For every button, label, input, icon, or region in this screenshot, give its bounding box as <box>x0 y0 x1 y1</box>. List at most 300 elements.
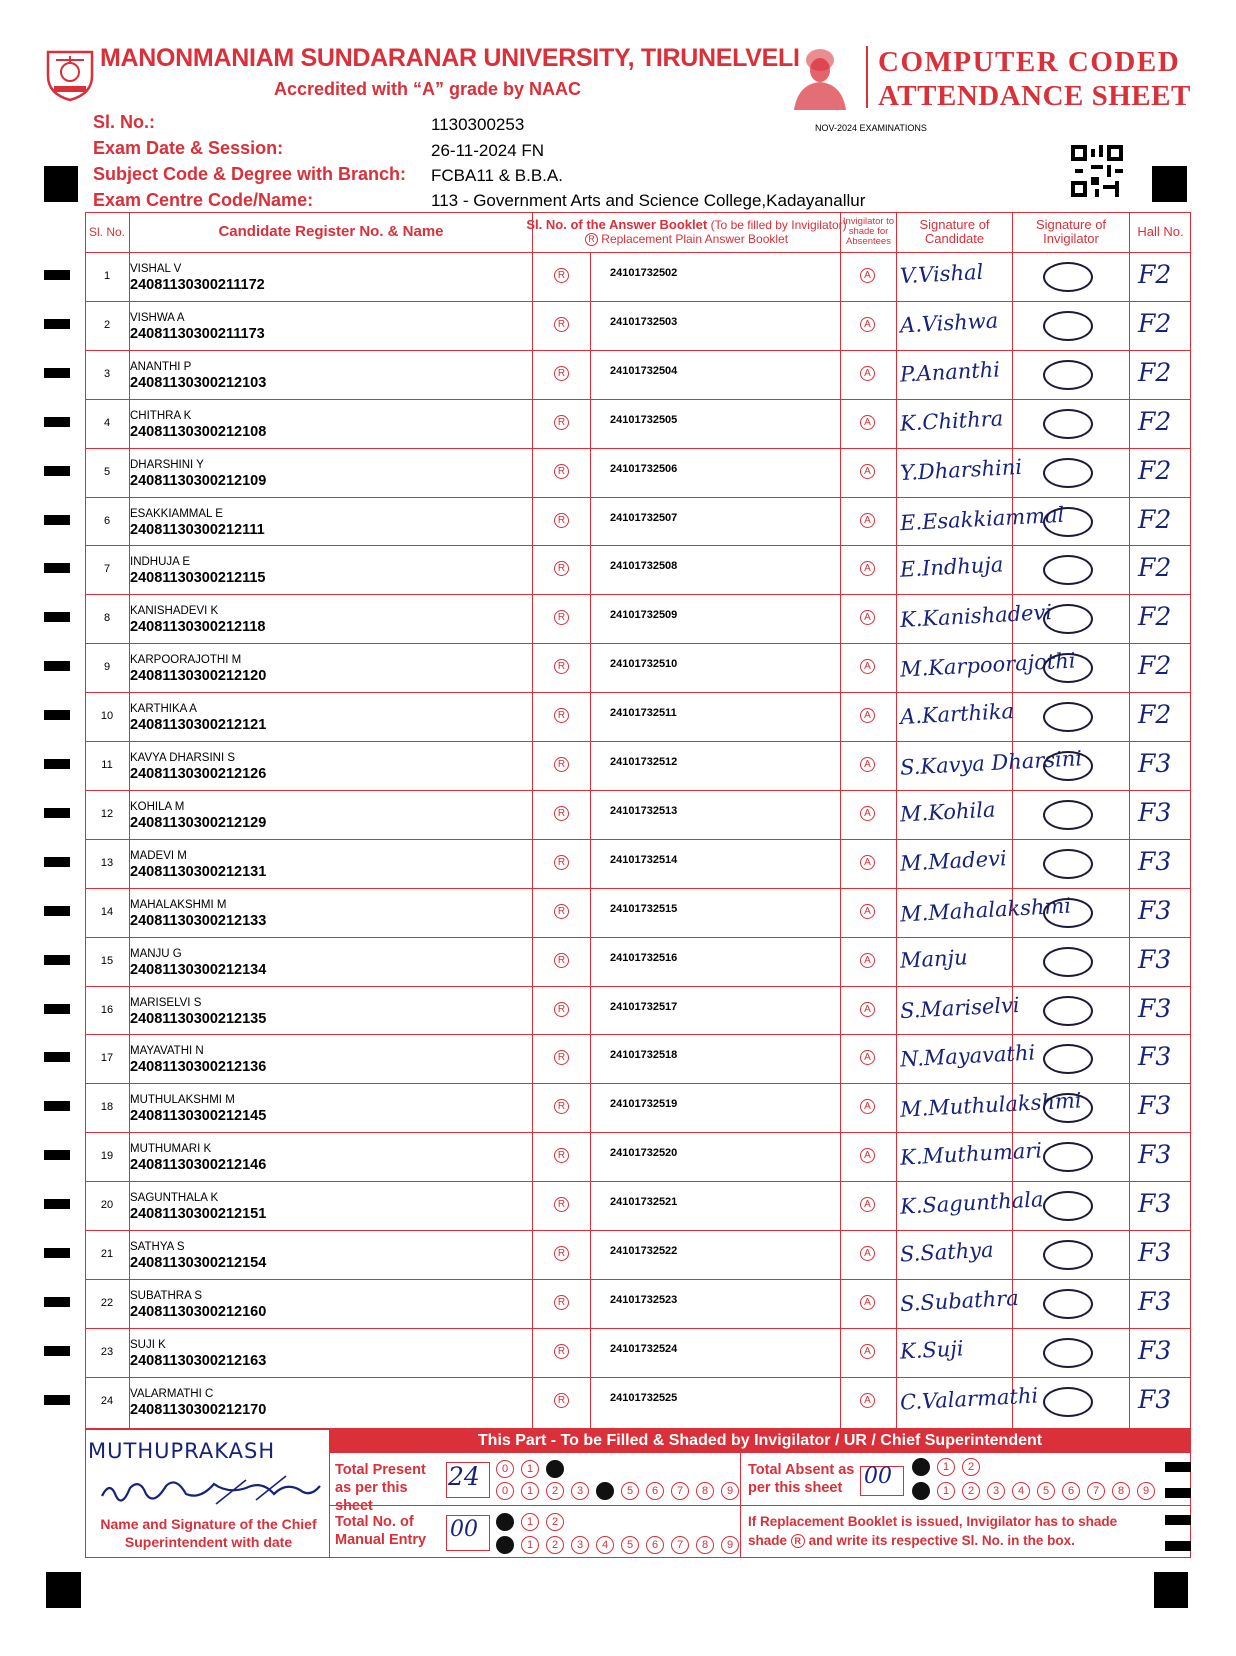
candidate-signature: S.Kavya Dharsini <box>899 746 1083 780</box>
bubble-units-7[interactable]: 7 <box>671 1482 689 1500</box>
absent-bubble[interactable]: A <box>860 610 875 625</box>
hall-number: F3 <box>1138 1091 1172 1121</box>
bubble-units-1[interactable]: 1 <box>521 1536 539 1554</box>
bubble-units-1[interactable]: 1 <box>937 1482 955 1500</box>
candidate-name: SAGUNTHALA K <box>130 1192 219 1205</box>
register-number: 24081130300211172 <box>130 277 265 293</box>
invigilator-signature-icon <box>1043 409 1093 439</box>
col-divider <box>896 212 897 1429</box>
candidate-name: MUTHULAKSHMI M <box>130 1094 235 1107</box>
booklet-number: 24101732516 <box>610 951 678 964</box>
booklet-number: 24101732505 <box>610 413 678 426</box>
row-sl-no: 24 <box>100 1394 114 1407</box>
examination-label: NOV-2024 EXAMINATIONS <box>815 123 927 133</box>
absent-bubble[interactable]: A <box>860 317 875 332</box>
hall-number: F2 <box>1138 700 1172 730</box>
booklet-number: 24101732510 <box>610 658 678 671</box>
register-number: 24081130300212154 <box>130 1255 267 1271</box>
invigilator-signature-icon <box>1043 1289 1093 1319</box>
booklet-number: 24101732525 <box>610 1391 678 1404</box>
bubble-units-0[interactable]: 0 <box>496 1536 514 1554</box>
r-symbol-icon: R <box>791 1534 805 1548</box>
candidate-signature: E.Indhuja <box>899 552 1004 583</box>
absent-bubble[interactable]: A <box>860 806 875 821</box>
row-sl-no: 17 <box>100 1052 114 1065</box>
hall-number: F2 <box>1138 651 1172 681</box>
exam-date-value: 26-11-2024 FN <box>431 141 545 160</box>
booklet-number: 24101732512 <box>610 756 678 768</box>
bubble-tens-2[interactable]: 2 <box>546 1460 564 1478</box>
manual-entry-label: Total No. of Manual Entry <box>335 1514 427 1549</box>
row-rule <box>85 888 1191 889</box>
sheet-title-line2: ATTENDANCE SHEET <box>878 80 1191 112</box>
candidate-signature: M.Karpoorajothi <box>899 648 1077 682</box>
candidate-name: MANJU G <box>130 947 182 960</box>
row-rule <box>85 1230 1191 1231</box>
register-number: 24081130300211173 <box>130 325 265 342</box>
header-sig-invigilator: Signature of Invigilator <box>1035 217 1107 246</box>
row-rule <box>85 1083 1191 1084</box>
invigilator-signature-icon <box>1043 898 1093 928</box>
footer-banner: This Part - To be Filled & Shaded by Invigilator / UR / Chief Superintendent <box>329 1429 1191 1452</box>
bubble-units-8[interactable]: 8 <box>696 1536 714 1554</box>
candidate-name: MARISELVI S <box>130 996 202 1009</box>
booklet-number: 24101732518 <box>610 1049 678 1062</box>
register-number: 24081130300212151 <box>130 1206 267 1223</box>
row-rule <box>85 643 1191 644</box>
hall-number: F3 <box>1138 846 1172 876</box>
row-rule <box>85 1279 1191 1280</box>
row-sl-no: 13 <box>100 856 114 869</box>
total-absent-value: 00 <box>864 1464 892 1489</box>
bubble-tens-2[interactable]: 2 <box>962 1458 980 1476</box>
invigilator-signature-icon <box>1043 311 1093 341</box>
booklet-number: 24101732508 <box>610 560 678 573</box>
candidate-name: KOHILA M <box>130 800 185 813</box>
replacement-bubble[interactable]: R <box>554 366 569 381</box>
replacement-bubble[interactable]: R <box>554 1050 569 1065</box>
col-divider <box>532 212 533 1429</box>
candidate-name: VISHAL V <box>130 263 182 275</box>
header-sl-no: Sl. No. <box>88 224 125 239</box>
register-number: 24081130300212134 <box>130 961 267 978</box>
candidate-signature: K.Suji <box>899 1336 965 1364</box>
replacement-bubble[interactable]: R <box>554 317 569 332</box>
replacement-bubble[interactable]: R <box>554 757 569 772</box>
accreditation-text: Accredited with “A” grade by NAAC <box>274 79 582 99</box>
bubble-tens-0[interactable]: 0 <box>912 1458 930 1476</box>
bubble-units-5[interactable]: 5 <box>621 1482 639 1500</box>
timing-mark <box>1165 1541 1191 1551</box>
absent-bubble[interactable]: A <box>860 659 875 674</box>
bubble-units-5[interactable]: 5 <box>621 1536 639 1554</box>
replacement-bubble[interactable]: R <box>554 1099 569 1114</box>
col-divider <box>1012 212 1013 1429</box>
col-divider <box>840 212 841 1429</box>
candidate-signature: Y.Dharshini <box>899 454 1023 485</box>
hall-number: F3 <box>1138 797 1172 827</box>
bubble-units-4[interactable]: 4 <box>596 1482 614 1500</box>
replacement-bubble[interactable]: R <box>554 904 569 919</box>
register-number: 24081130300212131 <box>130 863 267 880</box>
bubble-units-3[interactable]: 3 <box>987 1482 1005 1500</box>
row-sl-no: 12 <box>100 807 114 820</box>
absent-bubble[interactable]: A <box>860 464 875 479</box>
replacement-bubble[interactable]: R <box>554 561 569 576</box>
candidate-name: SUBATHRA S <box>130 1289 202 1302</box>
sheet-title-line1: COMPUTER CODED <box>878 46 1181 78</box>
invigilator-signature-icon <box>1043 849 1093 879</box>
row-sl-no: 19 <box>100 1150 114 1163</box>
replacement-bubble[interactable]: R <box>554 1002 569 1017</box>
candidate-signature: A.Karthika <box>899 699 1015 730</box>
timing-mark <box>44 1199 70 1209</box>
registration-mark-top-left <box>44 166 78 202</box>
row-rule <box>85 448 1191 449</box>
candidate-signature: M.Muthulakshmi <box>899 1088 1083 1123</box>
candidate-name: SUJI K <box>130 1338 166 1351</box>
bubble-units-6[interactable]: 6 <box>646 1536 664 1554</box>
bubble-units-6[interactable]: 6 <box>1062 1482 1080 1500</box>
hall-number: F3 <box>1138 1335 1172 1365</box>
col-divider <box>590 252 591 1429</box>
founder-portrait-icon <box>788 42 852 110</box>
hall-number: F3 <box>1138 749 1172 778</box>
replacement-bubble[interactable]: R <box>554 1295 569 1310</box>
registration-mark-bottom-right <box>1154 1572 1188 1608</box>
header-sig-candidate: Signature of Candidate <box>919 217 990 246</box>
invigilator-signature-icon <box>1043 458 1093 488</box>
timing-mark <box>44 1346 70 1356</box>
bubble-units-3[interactable]: 3 <box>571 1482 589 1500</box>
bubble-units-4[interactable]: 4 <box>596 1536 614 1554</box>
candidate-signature: K.Sagunthala <box>899 1187 1045 1219</box>
bubble-units-9[interactable]: 9 <box>721 1482 739 1500</box>
replacement-bubble[interactable]: R <box>554 464 569 479</box>
candidate-name: VISHWA A <box>130 311 185 324</box>
row-rule <box>85 1132 1191 1133</box>
candidate-name: MAHALAKSHMI M <box>130 898 227 911</box>
booklet-number: 24101732524 <box>610 1342 678 1355</box>
header-candidate: Candidate Register No. & Name <box>218 223 444 241</box>
hall-number: F3 <box>1138 993 1172 1023</box>
qr-code-icon <box>1071 145 1123 197</box>
replacement-bubble[interactable]: R <box>554 1148 569 1163</box>
registration-mark-bottom-left <box>46 1572 81 1608</box>
absent-bubble[interactable]: A <box>860 904 875 919</box>
candidate-signature: N.Mayavathi <box>899 1040 1036 1072</box>
booklet-number: 24101732504 <box>610 364 678 377</box>
booklet-number: 24101732517 <box>610 1000 678 1013</box>
row-rule <box>85 692 1191 693</box>
university-logo-icon <box>44 46 96 102</box>
hall-number: F2 <box>1138 406 1172 436</box>
booklet-number: 24101732522 <box>610 1245 678 1257</box>
row-sl-no: 20 <box>100 1199 114 1212</box>
candidate-signature: E.Esakkiammal <box>899 502 1065 535</box>
header-hall-no: Hall No. <box>1137 224 1184 240</box>
booklet-number: 24101732506 <box>610 462 678 475</box>
bubble-units-9[interactable]: 9 <box>1137 1482 1155 1500</box>
header-invigilator-shade: Invigilator to shade for Absentees <box>842 216 895 247</box>
candidate-name: MAYAVATHI N <box>130 1045 204 1058</box>
absent-bubble[interactable]: A <box>860 1295 875 1310</box>
hall-number: F3 <box>1138 1384 1172 1414</box>
bubble-units-8[interactable]: 8 <box>696 1482 714 1500</box>
timing-mark <box>44 710 70 720</box>
replacement-bubble[interactable]: R <box>554 953 569 968</box>
timing-mark <box>44 612 70 622</box>
hall-number: F3 <box>1138 1042 1172 1072</box>
timing-mark <box>44 368 70 378</box>
bubble-units-0[interactable]: 0 <box>496 1482 514 1500</box>
register-number: 24081130300212163 <box>130 1352 267 1369</box>
candidate-signature: K.Muthumari <box>899 1138 1043 1170</box>
row-rule <box>85 399 1191 400</box>
absent-bubble[interactable]: A <box>860 855 875 870</box>
replacement-bubble[interactable]: R <box>554 415 569 430</box>
bubble-units-2[interactable]: 2 <box>546 1482 564 1500</box>
invigilator-signature-icon <box>1043 507 1093 537</box>
absent-bubble[interactable]: A <box>860 1002 875 1017</box>
bubble-units-3[interactable]: 3 <box>571 1536 589 1554</box>
hall-number: F3 <box>1138 1286 1172 1316</box>
candidate-name: MUTHUMARI K <box>130 1143 212 1156</box>
timing-mark <box>44 661 70 671</box>
row-sl-no: 23 <box>100 1345 114 1358</box>
hall-number: F3 <box>1138 1238 1172 1267</box>
absent-bubble[interactable]: A <box>860 1050 875 1065</box>
row-rule <box>85 350 1191 351</box>
row-sl-no: 16 <box>100 1003 114 1016</box>
candidate-name: INDHUJA E <box>130 556 191 569</box>
timing-mark <box>44 1248 70 1258</box>
row-rule <box>85 1181 1191 1182</box>
register-number: 24081130300212115 <box>130 570 266 587</box>
row-sl-no: 10 <box>100 710 114 723</box>
timing-mark <box>44 1101 70 1111</box>
invigilator-signature-icon <box>1043 360 1093 390</box>
timing-mark <box>44 1150 70 1160</box>
bubble-units-7[interactable]: 7 <box>1087 1482 1105 1500</box>
booklet-number: 24101732523 <box>610 1293 678 1306</box>
row-rule <box>85 1328 1191 1329</box>
replacement-note-box <box>740 1505 1191 1558</box>
candidate-signature: K.Kanishadevi <box>899 600 1053 633</box>
timing-mark <box>44 417 70 427</box>
total-absent-label: Total Absent as per this sheet <box>748 1462 855 1497</box>
row-sl-no: 5 <box>103 465 111 478</box>
timing-mark <box>44 319 70 329</box>
bubble-units-2[interactable]: 2 <box>546 1536 564 1554</box>
bubble-tens-0[interactable]: 0 <box>496 1513 514 1531</box>
absent-bubble[interactable]: A <box>860 1197 875 1212</box>
header-divider <box>866 46 868 108</box>
row-sl-no: 2 <box>103 318 111 331</box>
replacement-bubble[interactable]: R <box>554 610 569 625</box>
timing-mark <box>44 906 70 916</box>
register-number: 24081130300212145 <box>130 1108 267 1125</box>
candidate-name: KARPOORAJOTHI M <box>130 654 242 667</box>
absent-bubble[interactable]: A <box>860 953 875 968</box>
booklet-number: 24101732519 <box>610 1098 678 1111</box>
register-number: 24081130300212118 <box>130 619 266 636</box>
row-sl-no: 21 <box>100 1248 114 1260</box>
invigilator-signature-icon <box>1043 653 1093 683</box>
row-sl-no: 11 <box>101 759 113 771</box>
timing-mark <box>44 1297 70 1307</box>
register-number: 24081130300212146 <box>130 1157 267 1174</box>
absent-bubble[interactable]: A <box>860 513 875 528</box>
row-rule <box>85 741 1191 742</box>
bubble-units-8[interactable]: 8 <box>1112 1482 1130 1500</box>
chief-name: MUTHUPRAKASH <box>88 1439 276 1463</box>
candidate-signature: M.Madevi <box>899 846 1008 876</box>
header-booklet-note: (To be filled by Invigilator) <box>710 217 847 232</box>
bubble-tens-1[interactable]: 1 <box>521 1460 539 1478</box>
replacement-bubble[interactable]: R <box>554 1246 569 1261</box>
row-rule <box>85 545 1191 546</box>
register-number: 24081130300212160 <box>130 1303 267 1320</box>
replacement-bubble[interactable]: R <box>554 659 569 674</box>
candidate-signature: M.Mahalakshmi <box>899 893 1072 927</box>
bubble-tens-2[interactable]: 2 <box>546 1513 564 1531</box>
row-rule <box>85 497 1191 498</box>
centre-value: 113 - Government Arts and Science College,Kadayanallur <box>431 191 866 210</box>
absent-bubble[interactable]: A <box>860 561 875 576</box>
booklet-number: 24101732502 <box>610 267 678 279</box>
row-rule <box>85 594 1191 595</box>
header-booklet-main: Sl. No. of the Answer Booklet <box>526 216 708 232</box>
r-symbol-icon: R <box>585 233 598 246</box>
exam-date-label: Exam Date & Session: <box>93 138 284 158</box>
booklet-number: 24101732509 <box>610 609 678 622</box>
absent-bubble[interactable]: A <box>860 1099 875 1114</box>
row-rule <box>85 790 1191 791</box>
hall-number: F2 <box>1138 602 1172 632</box>
absent-bubble[interactable]: A <box>860 1393 875 1408</box>
bubble-tens-1[interactable]: 1 <box>937 1458 955 1476</box>
booklet-number: 24101732503 <box>610 315 678 328</box>
replacement-bubble[interactable]: R <box>554 1344 569 1359</box>
timing-mark <box>44 270 70 280</box>
absent-bubble[interactable]: A <box>860 1344 875 1359</box>
candidate-name: VALARMATHI C <box>130 1387 214 1400</box>
sl-no-value: 1130300253 <box>431 115 525 134</box>
replacement-bubble[interactable]: R <box>554 268 569 283</box>
row-sl-no: 1 <box>103 270 111 282</box>
candidate-name: DHARSHINI Y <box>130 458 204 471</box>
register-number: 24081130300212111 <box>130 521 265 538</box>
candidate-signature: K.Chithra <box>899 406 1004 436</box>
invigilator-signature-icon <box>1043 1142 1093 1172</box>
candidate-signature: V.Vishal <box>899 259 984 289</box>
replacement-bubble[interactable]: R <box>554 806 569 821</box>
absent-bubble[interactable]: A <box>860 757 875 772</box>
row-sl-no: 8 <box>103 612 111 625</box>
bubble-units-5[interactable]: 5 <box>1037 1482 1055 1500</box>
hall-number: F2 <box>1138 553 1172 583</box>
candidate-signature: S.Subathra <box>899 1285 1020 1316</box>
invigilator-signature-icon <box>1043 702 1093 732</box>
timing-mark <box>44 808 70 818</box>
absent-bubble[interactable]: A <box>860 415 875 430</box>
replacement-note-line2 <box>748 1533 1075 1550</box>
row-sl-no: 9 <box>103 661 111 674</box>
total-present-value: 24 <box>448 1462 480 1491</box>
replacement-bubble[interactable]: R <box>554 513 569 528</box>
replacement-bubble[interactable]: R <box>554 1393 569 1408</box>
row-sl-no: 3 <box>103 367 111 380</box>
register-number: 24081130300212103 <box>130 374 267 391</box>
hall-number: F2 <box>1138 504 1172 534</box>
candidate-name: SATHYA S <box>130 1241 185 1253</box>
shade-word: shade <box>748 1533 788 1548</box>
invigilator-signature-icon <box>1043 262 1093 292</box>
invigilator-signature-icon <box>1043 1240 1093 1270</box>
register-number: 24081130300212135 <box>130 1010 267 1027</box>
register-number: 24081130300212108 <box>130 423 267 440</box>
bubble-tens-0[interactable]: 0 <box>496 1460 514 1478</box>
candidate-signature: C.Valarmathi <box>899 1383 1039 1415</box>
register-number: 24081130300212126 <box>130 766 267 782</box>
absent-bubble[interactable]: A <box>860 366 875 381</box>
hall-number: F3 <box>1138 895 1172 925</box>
timing-mark <box>44 857 70 867</box>
replacement-note-tail: and write its respective Sl. No. in the box. <box>808 1533 1075 1548</box>
absent-bubble[interactable]: A <box>860 1246 875 1261</box>
row-sl-no: 4 <box>103 416 111 429</box>
replacement-bubble[interactable]: R <box>554 855 569 870</box>
row-sl-no: 7 <box>103 563 111 576</box>
bubble-units-9[interactable]: 9 <box>721 1536 739 1554</box>
registration-mark-top-right <box>1152 166 1187 202</box>
invigilator-signature-icon <box>1043 751 1093 781</box>
register-number: 24081130300212133 <box>130 912 267 929</box>
timing-mark <box>44 759 70 769</box>
invigilator-signature-icon <box>1043 800 1093 830</box>
bubble-units-0[interactable]: 0 <box>912 1482 930 1500</box>
subject-value: FCBA11 & B.B.A. <box>431 166 563 185</box>
header-rule <box>85 252 1191 253</box>
replacement-bubble[interactable]: R <box>554 708 569 723</box>
candidate-name: KAVYA DHARSINI S <box>130 752 236 764</box>
bubble-units-7[interactable]: 7 <box>671 1536 689 1554</box>
bubble-units-1[interactable]: 1 <box>521 1482 539 1500</box>
bubble-units-2[interactable]: 2 <box>962 1482 980 1500</box>
university-name: MANONMANIAM SUNDARANAR UNIVERSITY, TIRUNELVELI <box>100 44 800 72</box>
invigilator-signature-icon <box>1043 947 1093 977</box>
subject-label: Subject Code & Degree with Branch: <box>93 164 407 184</box>
absent-bubble[interactable]: A <box>860 268 875 283</box>
invigilator-signature-icon <box>1043 1387 1093 1417</box>
invigilator-signature-icon <box>1043 996 1093 1026</box>
absent-bubble[interactable]: A <box>860 1148 875 1163</box>
candidate-signature: M.Kohila <box>899 797 997 827</box>
row-rule <box>85 986 1191 987</box>
bubble-units-6[interactable]: 6 <box>646 1482 664 1500</box>
booklet-number: 24101732513 <box>610 804 678 817</box>
absent-bubble[interactable]: A <box>860 708 875 723</box>
booklet-number: 24101732511 <box>610 707 677 720</box>
bubble-units-4[interactable]: 4 <box>1012 1482 1030 1500</box>
timing-mark <box>44 955 70 965</box>
replacement-note: If Replacement Booklet is issued, Invigilator has to shade <box>748 1514 1118 1529</box>
replacement-bubble[interactable]: R <box>554 1197 569 1212</box>
bubble-tens-1[interactable]: 1 <box>521 1513 539 1531</box>
timing-mark <box>44 1004 70 1014</box>
register-number: 24081130300212170 <box>130 1401 267 1418</box>
